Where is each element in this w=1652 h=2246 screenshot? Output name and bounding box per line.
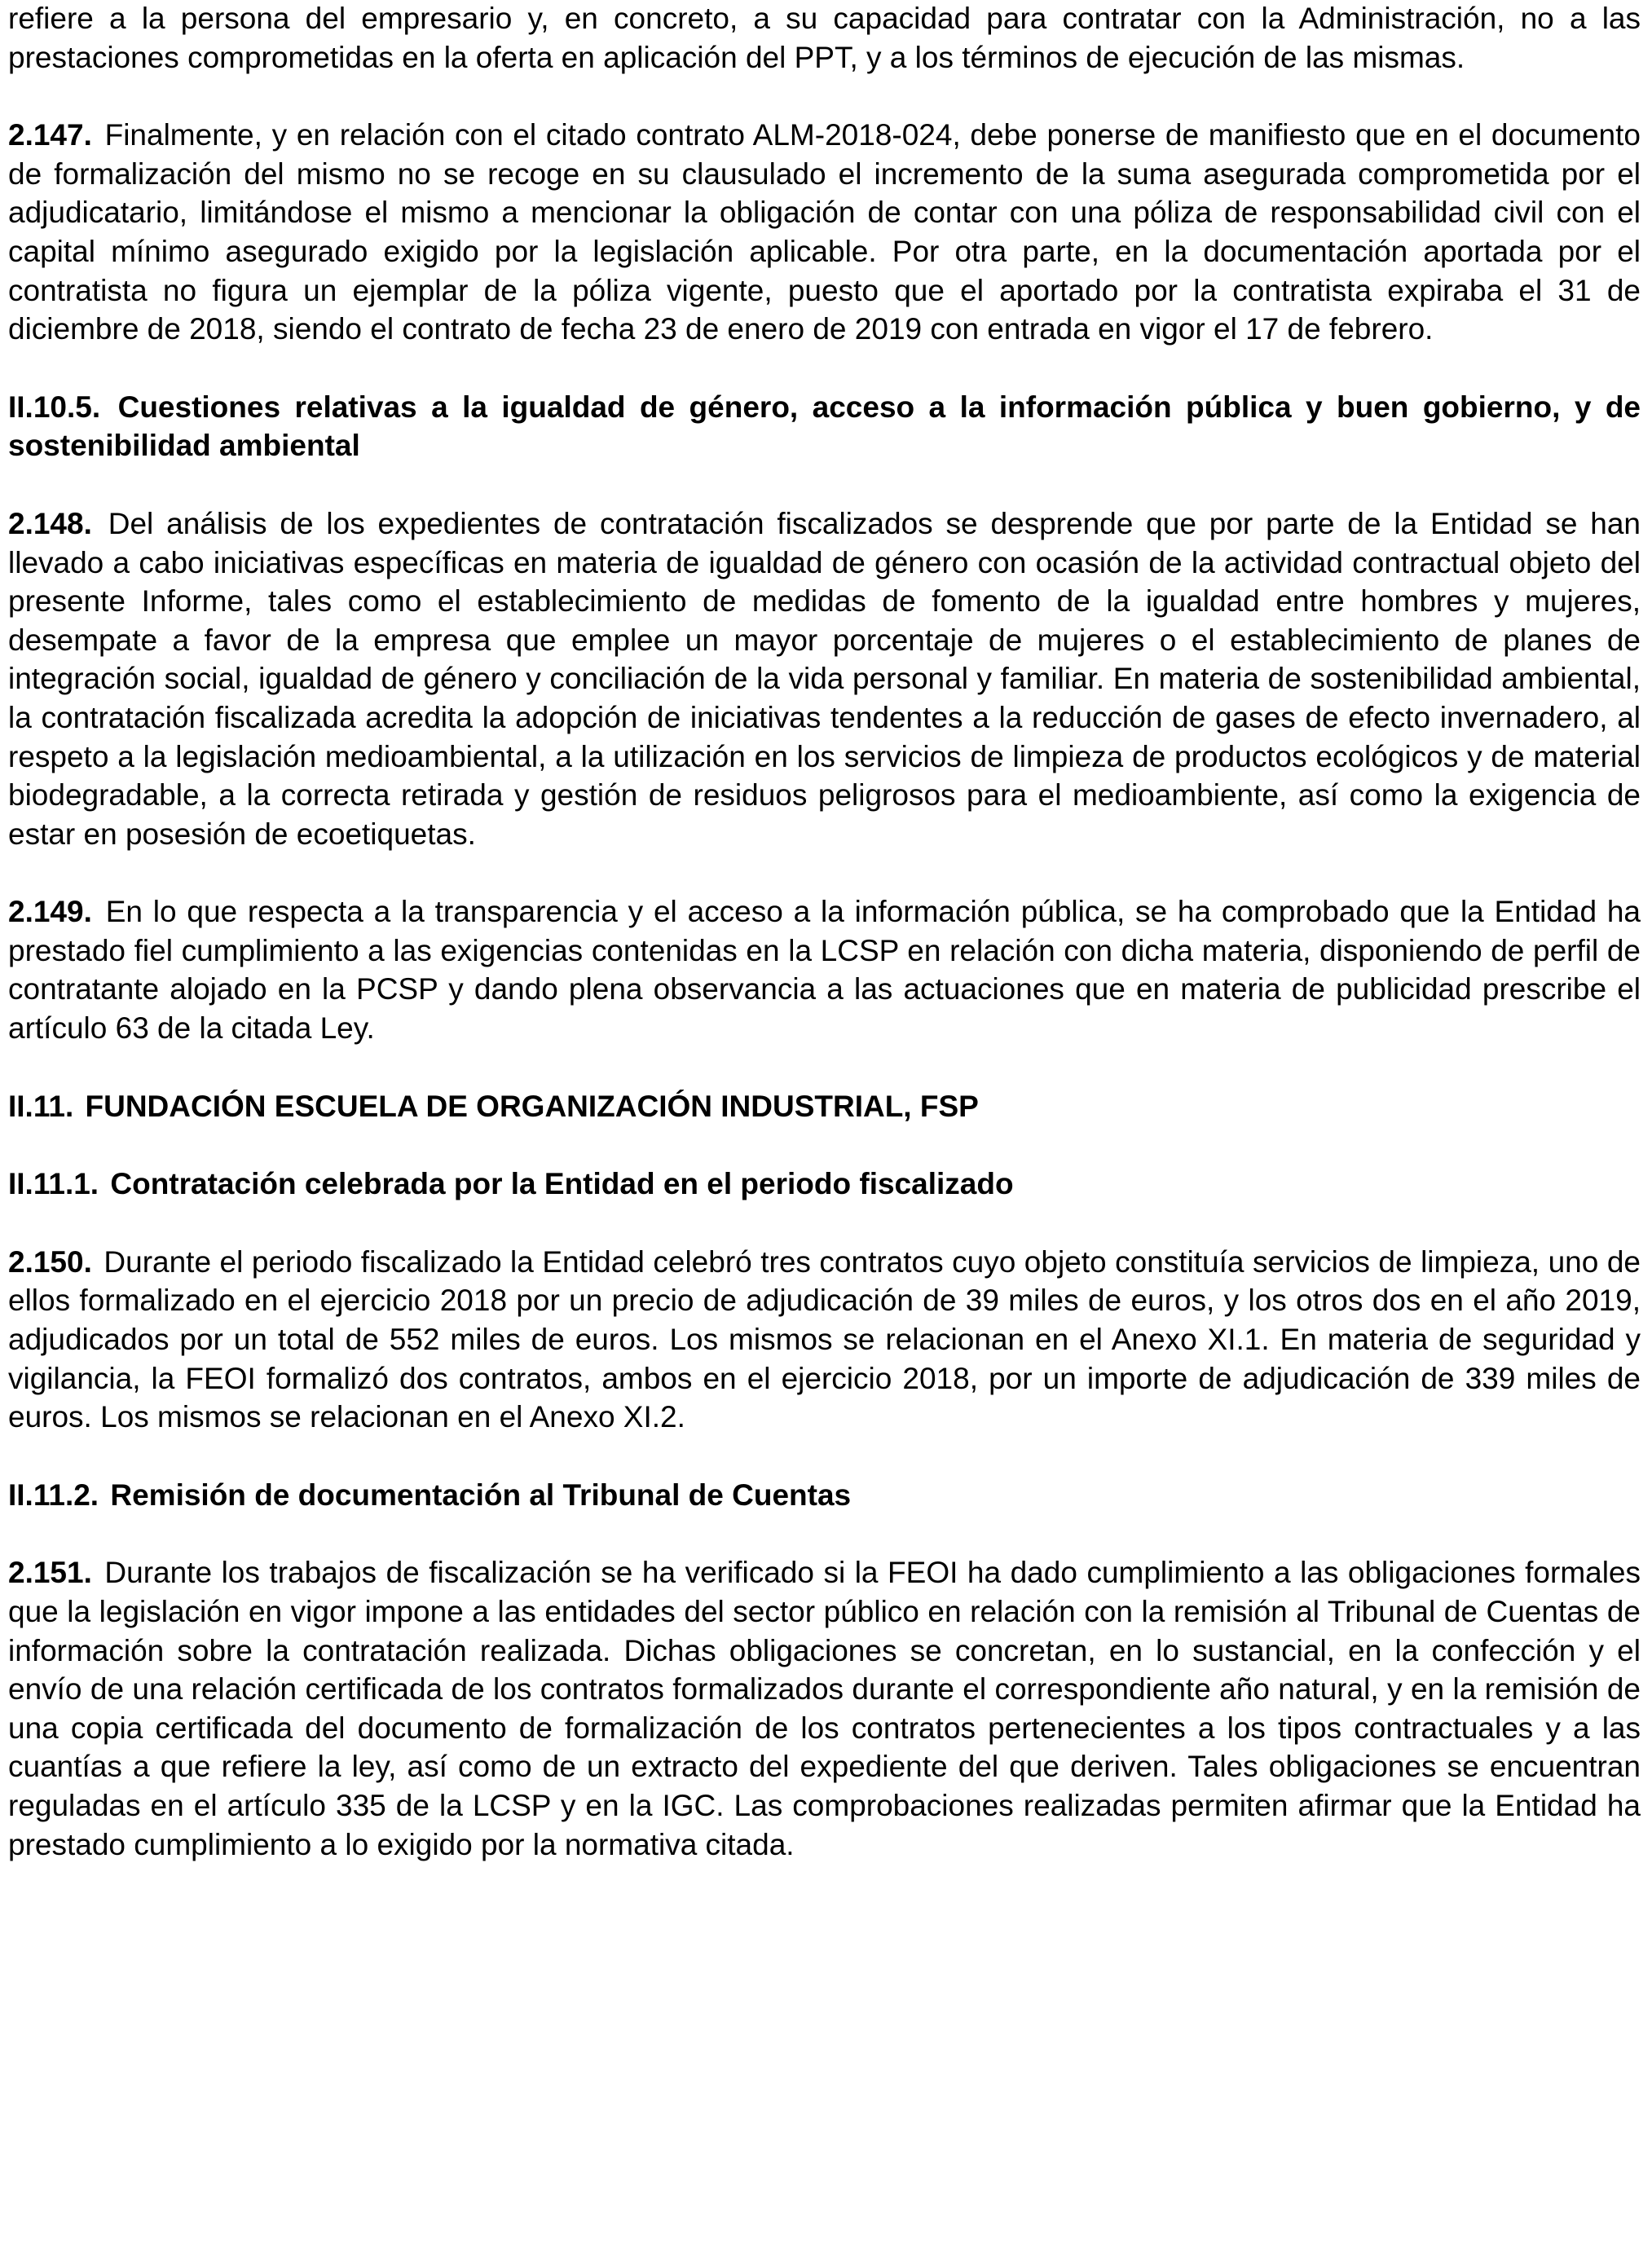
paragraph-number: 2.149. bbox=[8, 895, 92, 929]
section-heading-II-11-2 bbox=[8, 1476, 1641, 1515]
section-title: Remisión de documentación al Tribunal de Cuentas bbox=[110, 1478, 852, 1512]
paragraph-2-150 bbox=[8, 1243, 1641, 1437]
paragraph-text: Durante el periodo fiscalizado la Entidad celebró tres contratos cuyo objeto constituía servicios de limpieza, uno de ellos formalizado en el ejercicio 2018 por un precio de adjudicación de 39 miles de euros, y los otros dos en el año 2019, adjudicados por un total de 552 miles de euros. Los mismos se relacionan en el Anexo XI.1. En materia de seguridad y vigilancia, la FEOI formalizó dos contratos, ambos en el ejercicio 2018, por un importe de adjudicación de 339 miles de euros. Los mismos se relacionan en el Anexo XI.2. bbox=[8, 1244, 1641, 1434]
section-number: II.11.1. bbox=[8, 1167, 99, 1201]
document-page bbox=[8, 0, 1641, 1903]
paragraph-number: 2.151. bbox=[8, 1556, 92, 1590]
paragraph-text: Durante los trabajos de fiscalización se ha verificado si la FEOI ha dado cumplimiento a las obligaciones formales que la legislación en vigor impone a las entidades del sector público en relación con la remisión al Tribunal de Cuentas de información sobre la contratación realizada. Dichas obligaciones se concretan, en lo sustancial, en la confección y el envío de una relación certificada de los contratos formalizados durante el correspondiente año natural, y en la remisión de una copia certificada del documento de formalización de los contratos pertenecientes a los tipos contractuales y a las cuantías a que refiere la ley, así como de un extracto del expediente del que deriven. Tales obligaciones se encuentran reguladas en el artículo 335 de la LCSP y en la IGC. Las comprobaciones realizadas permiten afirmar que la Entidad ha prestado cumplimiento a lo exigido por la normativa citada. bbox=[8, 1556, 1641, 1861]
paragraph-text: Finalmente, y en relación con el citado contrato ALM-2018-024, debe ponerse de manifiesto que en el documento de formalización del mismo no se recoge en su clausulado el incremento de la suma asegurada comprometida por el adjudicatario, limitándose el mismo a mencionar la obligación de contar con una póliza de responsabilidad civil con el capital mínimo asegurado exigido por la legislación aplicable. Por otra parte, en la documentación aportada por el contratista no figura un ejemplar de la póliza vigente, puesto que el aportado por la contratista expiraba el 31 de diciembre de 2018, siendo el contrato de fecha 23 de enero de 2019 con entrada en vigor el 17 de febrero. bbox=[8, 118, 1641, 346]
section-title: Contratación celebrada por la Entidad en el periodo fiscalizado bbox=[110, 1167, 1014, 1201]
paragraph-text: En lo que respecta a la transparencia y el acceso a la información pública, se ha comprobado que la Entidad ha prestado fiel cumplimiento a las exigencias contenidas en la LCSP en relación con dicha materia, disponiendo de perfil de contratante alojado en la PCSP y dando plena observancia a las actuaciones que en materia de publicidad prescribe el artículo 63 de la citada Ley. bbox=[8, 895, 1641, 1046]
paragraph-number: 2.150. bbox=[8, 1244, 92, 1279]
section-number: II.11. bbox=[8, 1089, 74, 1123]
paragraph-2-149 bbox=[8, 892, 1641, 1047]
paragraph-2-151 bbox=[8, 1553, 1641, 1864]
paragraph-text: Del análisis de los expedientes de contratación fiscalizados se desprende que por parte de la Entidad se han llevado a cabo iniciativas específicas en materia de igualdad de género con ocasión de la actividad contractual objeto del presente Informe, tales como el establecimiento de medidas de fomento de la igualdad entre hombres y mujeres, desempate a favor de la empresa que emplee un mayor porcentaje de mujeres o el establecimiento de planes de integración social, igualdad de género y conciliación de la vida personal y familiar. En materia de sostenibilidad ambiental, la contratación fiscalizada acredita la adopción de iniciativas tendentes a la reducción de gases de efecto invernadero, al respeto a la legislación medioambiental, a la utilización en los servicios de limpieza de productos ecológicos y de material biodegradable, a la correcta retirada y gestión de residuos peligrosos para el medioambiente, así como la exigencia de estar en posesión de ecoetiquetas. bbox=[8, 506, 1641, 851]
paragraph-number: 2.147. bbox=[8, 118, 92, 152]
section-title: Cuestiones relativas a la igualdad de género, acceso a la información pública y buen gobierno, y de sostenibilidad ambiental bbox=[8, 390, 1641, 463]
paragraph-2-147 bbox=[8, 116, 1641, 349]
paragraph-text: refiere a la persona del empresario y, en concreto, a su capacidad para contratar con la Administración, no a las prestaciones comprometidas en la oferta en aplicación del PPT, y a los términos de ejecución de las mismas. bbox=[8, 2, 1641, 74]
section-number: II.10.5. bbox=[8, 390, 101, 424]
section-number: II.11.2. bbox=[8, 1478, 99, 1512]
section-heading-II-10-5 bbox=[8, 388, 1641, 465]
section-heading-II-11-1 bbox=[8, 1165, 1641, 1204]
section-title: FUNDACIÓN ESCUELA DE ORGANIZACIÓN INDUSTRIAL, FSP bbox=[85, 1089, 979, 1123]
paragraph-2-148 bbox=[8, 504, 1641, 853]
paragraph-number: 2.148. bbox=[8, 506, 92, 540]
section-heading-II-11 bbox=[8, 1087, 1641, 1126]
paragraph-continued bbox=[8, 0, 1641, 77]
